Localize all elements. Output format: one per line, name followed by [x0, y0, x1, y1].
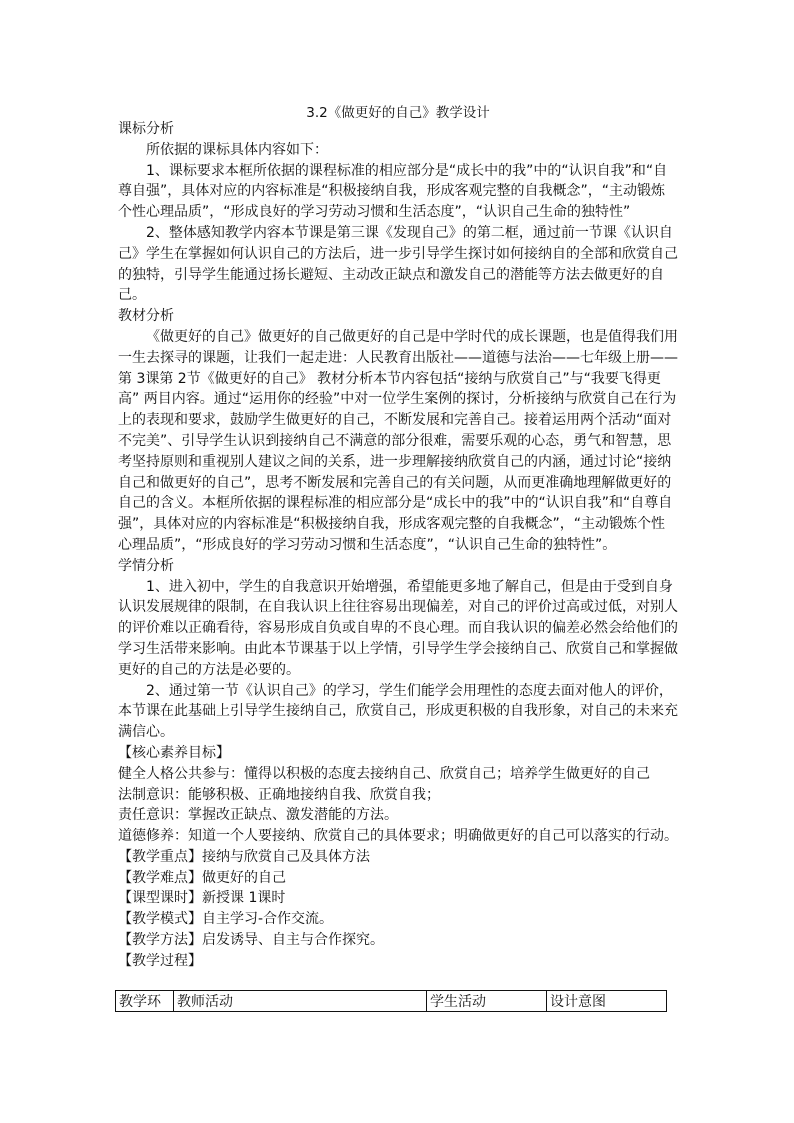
teaching-process-table [115, 990, 667, 1012]
learners-paragraph-1: 1、进入初中，学生的自我意识开始增强，希望能更多地了解自己，但是由于受到自身认识发展规律的限制，在自我认识上往往容易出现偏差，对自己的评价过高或过低，对别人的评价难以正确看待，容易形成自负或自卑的不良心理。而自我认识的偏差必然会给他们的学习生活带来影响。由此本节课基于以上学情，引导学生学会接纳自己、欣赏自己和掌握做更好的自己的方法是必要的。 [118, 578, 678, 678]
curriculum-intro: 所依据的课标具体内容如下： [146, 141, 328, 158]
info-teaching-mode: 【教学模式】自主学习-合作交流。 [118, 911, 334, 928]
curriculum-paragraph-1: 1、课标要求本框所依据的课程标准的相应部分是“成长中的我”中的“认识自我”和“自尊自强”，具体对应的内容标准是“积极接纳自我，形成客观完整的自我概念”，“主动锻炼个性心理品质”，“形成良好的学习劳动习惯和生活态度”，“认识自己生命的独特性” [118, 162, 668, 221]
curriculum-paragraph-2: 2、整体感知教学内容本节课是第三课《发现自己》的第二框，通过前一节课《认识自己》学生在掌握如何认识自己的方法后，进一步引导学生探讨如何接纳自的全部和欣赏自己的独特，引导学生能通过扬长避短、主动改正缺点和激发自己的潜能等方法去做更好的自己。 [118, 224, 678, 304]
section-heading-learners: 学情分析 [118, 557, 174, 574]
table-header-row [116, 991, 667, 1012]
info-teaching-focus: 【教学重点】接纳与欣赏自己及具体方法 [118, 848, 370, 865]
textbook-paragraph: 《做更好的自己》做更好的自己做更好的自己是中学时代的成长课题，也是值得我们用一生去探寻的课题，让我们一起走进：人民教育出版社——道德与法治——七年级上册——第 3课第 2节《做更好的自己》 教材分析本节内容包括“接纳与欣赏自己”与“我要飞得更高” 两目内容。通过“运用你的经验”中对一位学生案例的探讨，分析接纳与欣赏自己在行为上的表现和要求，鼓励学生做更好的自己，不断发展和完善自己。接着运用两个活动“面对不完美”、引导学生认识到接纳自己不满意的部分很难，需要乐观的心态，勇气和智慧，思考坚持原则和重视别人建议之间的关系，进一步理解接纳欣赏自己的内涵，通过讨论“接纳自己和做更好的自己”，思考不断发展和完善自己的有关问题，从而更准确地理解做更好的自己的含义。本框所依据的课程标准的相应部分是“成长中的我”中的“认识自我”和“自尊自强”，具体对应的内容标准是“积极接纳自我，形成客观完整的自我概念”，“主动锻炼个性心理品质”，“形成良好的学习劳动习惯和生活态度”，“认识自己生命的独特性”。 [118, 328, 678, 553]
section-heading-textbook: 教材分析 [118, 308, 174, 325]
info-teaching-method: 【教学方法】启发诱导、自主与合作探究。 [118, 932, 384, 949]
table-header-cell: 教师活动 [174, 991, 427, 1012]
section-heading-goals: 【核心素养目标】 [118, 744, 230, 761]
document-title: 3.2《做更好的自己》教学设计 [306, 105, 490, 121]
document-body [118, 119, 678, 972]
table-header-cell: 学生活动 [427, 991, 547, 1012]
goal-item: 健全人格公共参与：懂得以积极的态度去接纳自己、欣赏自己；培养学生做更好的自己 [118, 765, 650, 782]
goal-item: 道德修养：知道一个人要接纳、欣赏自己的具体要求；明确做更好的自己可以落实的行动。 [118, 828, 678, 845]
section-heading-curriculum: 课标分析 [118, 121, 174, 137]
table-header-cell: 设计意图 [547, 991, 667, 1012]
goal-item: 法制意识：能够积极、正确地接纳自我、欣赏自我； [118, 786, 440, 803]
goal-item: 责任意识：掌握改正缺点、激发潜能的方法。 [118, 807, 398, 824]
info-lesson-type: 【课型课时】新授课 1课时 [118, 890, 286, 907]
info-teaching-difficulty: 【教学难点】做更好的自己 [118, 869, 286, 886]
learners-paragraph-2: 2、通过第一节《认识自己》的学习，学生们能学会用理性的态度去面对他人的评价，本节课在此基础上引导学生接纳自己，欣赏自己，形成更积极的自我形象，对自己的未来充满信心。 [118, 682, 678, 741]
info-teaching-process: 【教学过程】 [118, 952, 202, 969]
table-header-cell: 教学环 [116, 991, 174, 1012]
